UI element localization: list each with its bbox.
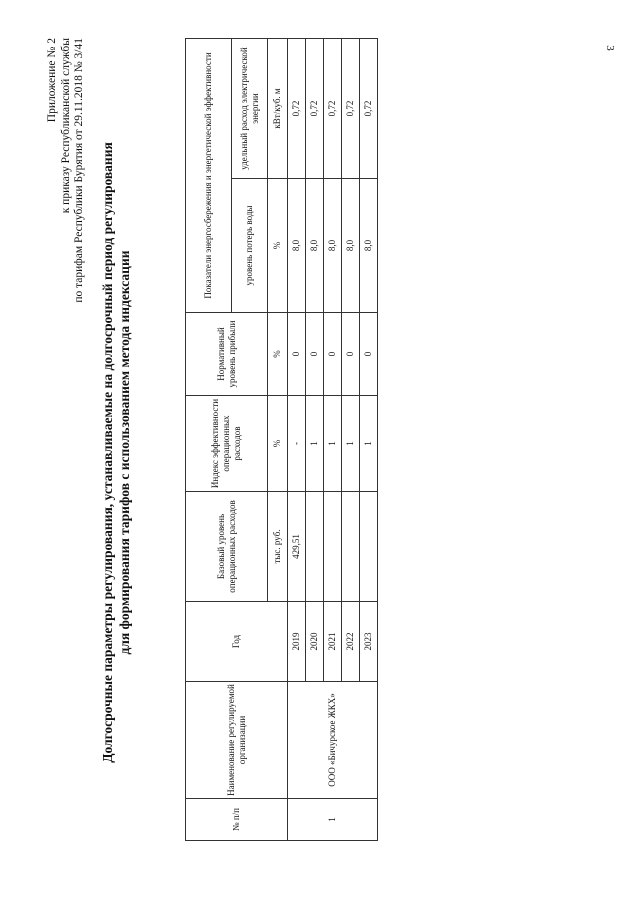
header-profit: Нормативный уровень прибыли bbox=[186, 313, 268, 396]
appendix-line-1: Приложение № 2 bbox=[46, 38, 58, 123]
cell-water-loss: 8,0 bbox=[342, 179, 360, 313]
cell-index: 1 bbox=[360, 396, 378, 492]
cell-year: 2022 bbox=[342, 602, 360, 682]
header-year: Год bbox=[186, 602, 288, 682]
org-name: ООО «Бичурское ЖКХ» bbox=[288, 682, 378, 799]
cell-year: 2023 bbox=[360, 602, 378, 682]
cell-specific: 0,72 bbox=[306, 39, 324, 179]
header-index: Индекс эффективности операционных расходов bbox=[186, 396, 268, 492]
cell-water-loss: 8,0 bbox=[306, 179, 324, 313]
cell-profit: 0 bbox=[360, 313, 378, 396]
cell-specific: 0,72 bbox=[360, 39, 378, 179]
cell-profit: 0 bbox=[324, 313, 342, 396]
cell-base: 429,51 bbox=[288, 492, 306, 602]
appendix-line-3: по тарифам Республики Бурятия от 29.11.2018 № 3/41 bbox=[73, 38, 85, 303]
cell-base bbox=[324, 492, 342, 602]
header-specific: удельный расход электрической энергии bbox=[232, 39, 268, 179]
unit-index: % bbox=[268, 396, 288, 492]
header-num: № п/п bbox=[186, 799, 288, 841]
org-num: 1 bbox=[288, 799, 378, 841]
cell-specific: 0,72 bbox=[324, 39, 342, 179]
cell-base bbox=[342, 492, 360, 602]
title-line-1: Долгосрочные параметры регулирования, устанавливаемые на долгосрочный период регулирования bbox=[100, 142, 115, 763]
page-number: 3 bbox=[603, 45, 616, 51]
cell-profit: 0 bbox=[306, 313, 324, 396]
cell-year: 2021 bbox=[324, 602, 342, 682]
cell-index: - bbox=[288, 396, 306, 492]
appendix-line-2: к приказу Республиканской службы bbox=[59, 38, 72, 214]
parameters-table bbox=[185, 38, 378, 841]
cell-index: 1 bbox=[324, 396, 342, 492]
cell-water-loss: 8,0 bbox=[288, 179, 306, 313]
cell-water-loss: 8,0 bbox=[324, 179, 342, 313]
cell-profit: 0 bbox=[288, 313, 306, 396]
cell-base bbox=[306, 492, 324, 602]
unit-specific: кВт/куб. м bbox=[268, 39, 288, 179]
table-row bbox=[288, 39, 306, 841]
unit-base: тыс. руб. bbox=[268, 492, 288, 602]
cell-specific: 0,72 bbox=[342, 39, 360, 179]
header-base: Базовый уровень операционных расходов bbox=[186, 492, 268, 602]
cell-index: 1 bbox=[342, 396, 360, 492]
cell-index: 1 bbox=[306, 396, 324, 492]
document-title bbox=[100, 0, 133, 905]
cell-profit: 0 bbox=[342, 313, 360, 396]
header-water-loss: уровень потерь воды bbox=[232, 179, 268, 313]
cell-water-loss: 8,0 bbox=[360, 179, 378, 313]
cell-base bbox=[360, 492, 378, 602]
appendix-block bbox=[46, 38, 87, 303]
header-energy-group: Показатели энергосбережения и энергетической эффективности bbox=[186, 39, 232, 313]
title-line-2: для формирования тарифов с использованием метода индексации bbox=[116, 250, 132, 655]
cell-year: 2019 bbox=[288, 602, 306, 682]
unit-water-loss: % bbox=[268, 179, 288, 313]
cell-year: 2020 bbox=[306, 602, 324, 682]
unit-profit: % bbox=[268, 313, 288, 396]
cell-specific: 0,72 bbox=[288, 39, 306, 179]
header-org: Наименование регулируемой организации bbox=[186, 682, 288, 799]
